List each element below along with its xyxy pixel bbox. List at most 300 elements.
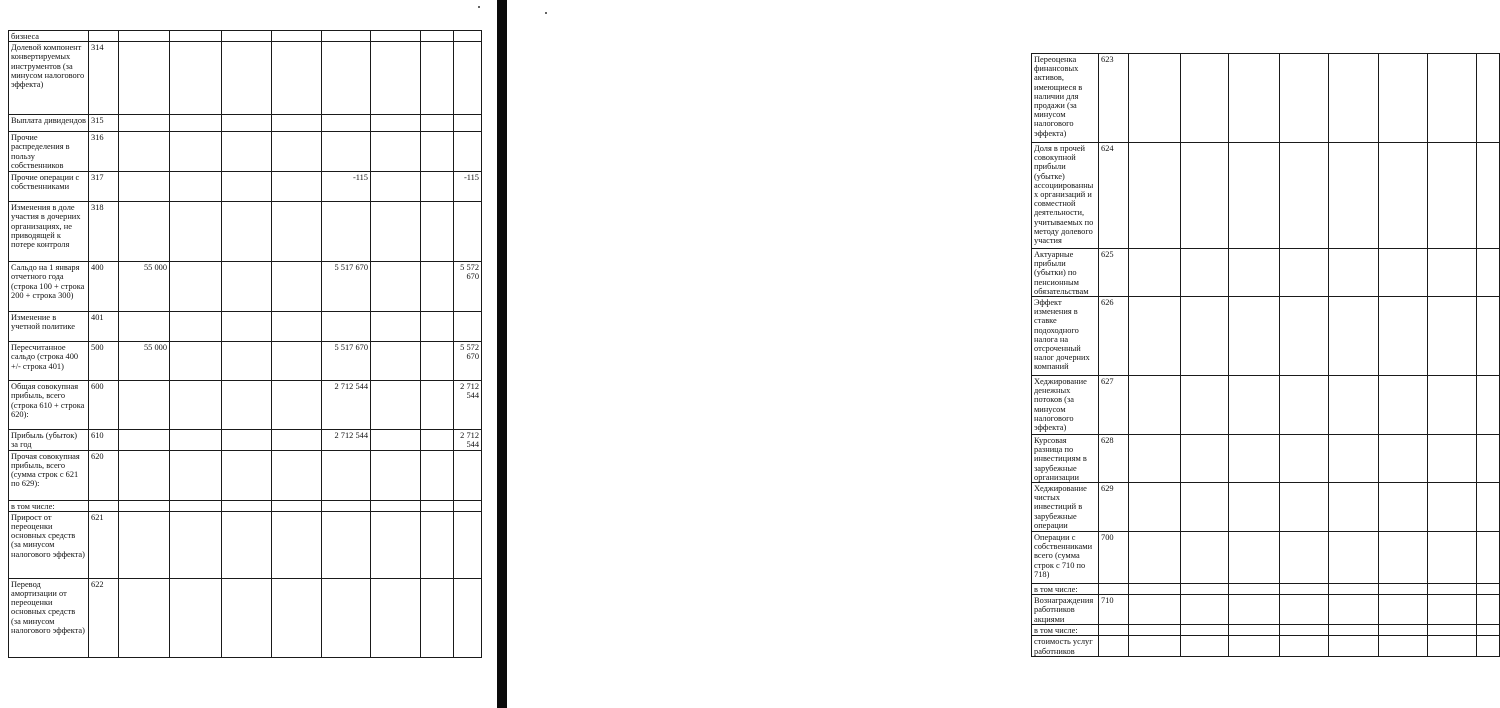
value-cell (272, 31, 322, 42)
value-cell: 2 712 544 (454, 381, 482, 430)
value-cell (421, 132, 454, 172)
value-cell: 55 000 (119, 262, 170, 312)
row-code: 622 (89, 578, 119, 657)
value-cell (170, 172, 222, 202)
row-label: Изменение в учетной политике (9, 312, 89, 342)
value-cell (272, 202, 322, 262)
value-cell (222, 430, 272, 450)
row-code: 620 (89, 450, 119, 500)
value-cell (371, 511, 421, 578)
value-cell (272, 578, 322, 657)
value-cell (222, 312, 272, 342)
value-cell (1477, 636, 1500, 656)
value-cell: -115 (322, 172, 371, 202)
value-cell (222, 381, 272, 430)
value-cell: -115 (454, 172, 482, 202)
row-label: Прибыль (убыток) за год (9, 430, 89, 450)
table-row (9, 202, 482, 262)
scan-speck (478, 6, 480, 8)
value-cell (1280, 595, 1329, 625)
value-cell (119, 430, 170, 450)
value-cell (1181, 297, 1229, 376)
value-cell (421, 450, 454, 500)
value-cell (454, 42, 482, 115)
value-cell (1229, 625, 1280, 636)
table-row (9, 578, 482, 657)
value-cell (421, 430, 454, 450)
value-cell (1428, 532, 1477, 584)
value-cell (272, 511, 322, 578)
value-cell (222, 42, 272, 115)
value-cell (1129, 297, 1181, 376)
row-label: Доля в прочей совокупной прибыли (убытке) ассоциированных организаций и совместной деятельности, учитываемых по методу долевого участия (1032, 143, 1099, 249)
value-cell (170, 42, 222, 115)
value-cell (119, 202, 170, 262)
table-row (1032, 435, 1500, 483)
equity-statement-table-right (1031, 53, 1500, 657)
value-cell (119, 450, 170, 500)
value-cell (222, 31, 272, 42)
table-row (9, 381, 482, 430)
table-row (9, 172, 482, 202)
value-cell (1129, 54, 1181, 143)
value-cell (454, 115, 482, 132)
value-cell (1477, 54, 1500, 143)
value-cell (119, 381, 170, 430)
value-cell (322, 578, 371, 657)
value-cell (222, 511, 272, 578)
value-cell (272, 42, 322, 115)
value-cell (421, 500, 454, 511)
row-code: 628 (1099, 435, 1129, 483)
value-cell (119, 312, 170, 342)
value-cell (454, 450, 482, 500)
value-cell (1477, 625, 1500, 636)
row-code: 500 (89, 342, 119, 381)
value-cell (1428, 625, 1477, 636)
value-cell (371, 115, 421, 132)
value-cell (1329, 625, 1379, 636)
value-cell (119, 500, 170, 511)
value-cell (1329, 584, 1379, 595)
value-cell (371, 132, 421, 172)
value-cell (1181, 584, 1229, 595)
value-cell (1379, 625, 1428, 636)
value-cell (1428, 249, 1477, 297)
table-row (1032, 297, 1500, 376)
value-cell (1181, 435, 1229, 483)
value-cell (1280, 54, 1329, 143)
value-cell (1329, 143, 1379, 249)
value-cell (454, 312, 482, 342)
value-cell (222, 172, 272, 202)
value-cell (222, 115, 272, 132)
value-cell (1181, 376, 1229, 435)
value-cell (1280, 249, 1329, 297)
row-code: 623 (1099, 54, 1129, 143)
value-cell (1428, 636, 1477, 656)
value-cell (1379, 636, 1428, 656)
value-cell (1379, 249, 1428, 297)
row-code (1099, 625, 1129, 636)
value-cell (222, 578, 272, 657)
value-cell (1428, 297, 1477, 376)
value-cell (1379, 532, 1428, 584)
value-cell (322, 202, 371, 262)
value-cell (1280, 143, 1329, 249)
value-cell (421, 262, 454, 312)
value-cell (170, 132, 222, 172)
row-label: Выплата дивидендов (9, 115, 89, 132)
value-cell (454, 500, 482, 511)
value-cell (322, 42, 371, 115)
value-cell (272, 342, 322, 381)
value-cell (1229, 636, 1280, 656)
row-label: Изменения в доле участия в дочерних организациях, не приводящей к потере контроля (9, 202, 89, 262)
row-code: 314 (89, 42, 119, 115)
value-cell (371, 202, 421, 262)
value-cell (421, 42, 454, 115)
table-row (9, 430, 482, 450)
value-cell (1379, 376, 1428, 435)
value-cell (119, 172, 170, 202)
value-cell (1280, 483, 1329, 532)
page-gutter (497, 0, 507, 708)
value-cell (322, 312, 371, 342)
row-code: 626 (1099, 297, 1129, 376)
row-label: Актуарные прибыли (убытки) по пенсионным обязательствам (1032, 249, 1099, 297)
value-cell (1181, 595, 1229, 625)
value-cell (1477, 435, 1500, 483)
row-label: Прочие распределения в пользу собственников (9, 132, 89, 172)
row-code: 610 (89, 430, 119, 450)
value-cell (1379, 584, 1428, 595)
value-cell (272, 450, 322, 500)
value-cell (1280, 636, 1329, 656)
value-cell (1229, 595, 1280, 625)
table-row (1032, 625, 1500, 636)
value-cell (1280, 584, 1329, 595)
value-cell (222, 132, 272, 172)
value-cell (1428, 595, 1477, 625)
row-label: Прочие операции с собственниками (9, 172, 89, 202)
value-cell (119, 31, 170, 42)
value-cell (322, 132, 371, 172)
row-code: 629 (1099, 483, 1129, 532)
right-page (507, 0, 1114, 708)
value-cell (371, 31, 421, 42)
value-cell (1280, 376, 1329, 435)
value-cell (1329, 435, 1379, 483)
value-cell (454, 202, 482, 262)
value-cell (1477, 584, 1500, 595)
value-cell (1428, 54, 1477, 143)
value-cell (1181, 249, 1229, 297)
row-label: в том числе: (9, 500, 89, 511)
row-label: в том числе: (1032, 625, 1099, 636)
value-cell (1229, 483, 1280, 532)
row-label: Общая совокупная прибыль, всего (строка 610 + строка 620): (9, 381, 89, 430)
value-cell (371, 172, 421, 202)
value-cell (170, 312, 222, 342)
value-cell (454, 31, 482, 42)
row-label: Прирост от переоценки основных средств (за минусом налогового эффекта) (9, 511, 89, 578)
value-cell (1280, 435, 1329, 483)
row-code (1099, 584, 1129, 595)
value-cell (170, 450, 222, 500)
row-code: 401 (89, 312, 119, 342)
row-code: 700 (1099, 532, 1129, 584)
value-cell (1129, 584, 1181, 595)
table-row (1032, 249, 1500, 297)
value-cell (1329, 483, 1379, 532)
value-cell (170, 578, 222, 657)
table-row (1032, 595, 1500, 625)
row-code (1099, 636, 1129, 656)
value-cell (1379, 595, 1428, 625)
table-row (1032, 376, 1500, 435)
value-cell (322, 450, 371, 500)
value-cell (1329, 376, 1379, 435)
value-cell (421, 578, 454, 657)
value-cell (170, 115, 222, 132)
table-row (1032, 636, 1500, 656)
value-cell (272, 430, 322, 450)
value-cell (1181, 54, 1229, 143)
scan-speck (545, 12, 547, 14)
value-cell (222, 262, 272, 312)
value-cell (1280, 625, 1329, 636)
value-cell (1181, 143, 1229, 249)
value-cell (1129, 636, 1181, 656)
row-label: Пересчитанное сальдо (строка 400 +/- строка 401) (9, 342, 89, 381)
value-cell (1428, 483, 1477, 532)
value-cell (1477, 483, 1500, 532)
value-cell (1181, 532, 1229, 584)
value-cell (371, 312, 421, 342)
value-cell (119, 132, 170, 172)
table-row (9, 132, 482, 172)
value-cell (1329, 297, 1379, 376)
row-code: 400 (89, 262, 119, 312)
table-row (1032, 483, 1500, 532)
value-cell: 2 712 544 (322, 430, 371, 450)
value-cell (1329, 636, 1379, 656)
table-row (9, 450, 482, 500)
value-cell (272, 172, 322, 202)
table-row (1032, 143, 1500, 249)
value-cell (1329, 595, 1379, 625)
row-code (89, 500, 119, 511)
value-cell (371, 430, 421, 450)
value-cell (454, 132, 482, 172)
table-row (9, 42, 482, 115)
row-code: 317 (89, 172, 119, 202)
value-cell (1477, 376, 1500, 435)
row-label: Долевой компонент конвертируемых инструментов (за минусом налогового эффекта) (9, 42, 89, 115)
value-cell (1477, 532, 1500, 584)
value-cell (222, 500, 272, 511)
value-cell (1280, 297, 1329, 376)
value-cell (322, 115, 371, 132)
value-cell (170, 31, 222, 42)
value-cell: 5 517 670 (322, 342, 371, 381)
row-label: Прочая совокупная прибыль, всего (сумма строк с 621 по 629): (9, 450, 89, 500)
value-cell (1379, 483, 1428, 532)
value-cell (371, 342, 421, 381)
row-code (89, 31, 119, 42)
value-cell (272, 115, 322, 132)
value-cell (1229, 249, 1280, 297)
value-cell (421, 342, 454, 381)
value-cell (272, 262, 322, 312)
row-code: 600 (89, 381, 119, 430)
row-code: 621 (89, 511, 119, 578)
row-label: стоимость услуг работников (1032, 636, 1099, 656)
value-cell (421, 31, 454, 42)
value-cell (170, 430, 222, 450)
value-cell (272, 381, 322, 430)
value-cell (421, 172, 454, 202)
value-cell (1229, 54, 1280, 143)
value-cell: 55 000 (119, 342, 170, 381)
table-row (9, 342, 482, 381)
value-cell (1229, 532, 1280, 584)
value-cell (1477, 143, 1500, 249)
value-cell (170, 381, 222, 430)
value-cell (322, 500, 371, 511)
table-row (9, 115, 482, 132)
value-cell (1428, 143, 1477, 249)
value-cell (421, 312, 454, 342)
table-row (9, 262, 482, 312)
value-cell (1428, 435, 1477, 483)
row-code: 318 (89, 202, 119, 262)
value-cell (421, 202, 454, 262)
row-label: бизнеса (9, 31, 89, 42)
value-cell (371, 262, 421, 312)
table-row (1032, 584, 1500, 595)
row-label: Переоценка финансовых активов, имеющиеся в наличии для продажи (за минусом налогового эффекта) (1032, 54, 1099, 143)
value-cell (119, 42, 170, 115)
value-cell: 2 712 544 (454, 430, 482, 450)
row-code: 315 (89, 115, 119, 132)
row-code: 624 (1099, 143, 1129, 249)
row-label: Хеджирование чистых инвестиций в зарубежные операции (1032, 483, 1099, 532)
value-cell (421, 115, 454, 132)
value-cell (222, 450, 272, 500)
value-cell (170, 202, 222, 262)
value-cell (322, 511, 371, 578)
table-row (1032, 54, 1500, 143)
value-cell (1428, 584, 1477, 595)
value-cell (170, 262, 222, 312)
row-code: 710 (1099, 595, 1129, 625)
value-cell (1129, 143, 1181, 249)
value-cell (1379, 54, 1428, 143)
table-row (9, 31, 482, 42)
row-label: в том числе: (1032, 584, 1099, 595)
value-cell (1229, 376, 1280, 435)
value-cell (421, 511, 454, 578)
value-cell (1129, 249, 1181, 297)
value-cell (1129, 483, 1181, 532)
value-cell: 2 712 544 (322, 381, 371, 430)
value-cell (1129, 595, 1181, 625)
value-cell (1477, 297, 1500, 376)
value-cell (1129, 532, 1181, 584)
value-cell (1280, 532, 1329, 584)
table-row (1032, 532, 1500, 584)
value-cell (170, 342, 222, 381)
value-cell (1181, 636, 1229, 656)
value-cell (1379, 143, 1428, 249)
row-code: 627 (1099, 376, 1129, 435)
value-cell (1129, 435, 1181, 483)
row-label: Курсовая разница по инвестициям в зарубежные организации (1032, 435, 1099, 483)
value-cell (371, 450, 421, 500)
value-cell (272, 500, 322, 511)
value-cell (1229, 297, 1280, 376)
value-cell (371, 42, 421, 115)
value-cell (1329, 54, 1379, 143)
value-cell (421, 381, 454, 430)
table-row (9, 312, 482, 342)
value-cell (1477, 595, 1500, 625)
value-cell (322, 31, 371, 42)
value-cell (371, 381, 421, 430)
row-label: Эффект изменения в ставке подоходного налога на отсроченный налог дочерних компаний (1032, 297, 1099, 376)
value-cell (119, 578, 170, 657)
value-cell (1129, 376, 1181, 435)
value-cell (1379, 435, 1428, 483)
row-code: 316 (89, 132, 119, 172)
row-label: Вознаграждения работников акциями (1032, 595, 1099, 625)
value-cell (1428, 376, 1477, 435)
value-cell (1379, 297, 1428, 376)
value-cell (1477, 249, 1500, 297)
value-cell (119, 511, 170, 578)
value-cell (454, 511, 482, 578)
table-row (9, 511, 482, 578)
value-cell (1329, 249, 1379, 297)
value-cell: 5 572 670 (454, 262, 482, 312)
value-cell (1229, 584, 1280, 595)
equity-statement-table-left (8, 30, 482, 658)
value-cell (1181, 625, 1229, 636)
value-cell (1329, 532, 1379, 584)
value-cell (170, 500, 222, 511)
value-cell (1181, 483, 1229, 532)
value-cell (272, 312, 322, 342)
value-cell (1229, 435, 1280, 483)
row-code: 625 (1099, 249, 1129, 297)
table-row (9, 500, 482, 511)
value-cell (1129, 625, 1181, 636)
value-cell (371, 578, 421, 657)
row-label: Сальдо на 1 января отчетного года (строка 100 + строка 200 + строка 300) (9, 262, 89, 312)
left-page (0, 0, 497, 708)
value-cell (454, 578, 482, 657)
value-cell: 5 517 670 (322, 262, 371, 312)
row-label: Хеджирование денежных потоков (за минусом налогового эффекта) (1032, 376, 1099, 435)
value-cell (272, 132, 322, 172)
value-cell (1229, 143, 1280, 249)
value-cell (222, 202, 272, 262)
value-cell (170, 511, 222, 578)
row-label: Операции с собственниками всего (сумма строк с 710 по 718) (1032, 532, 1099, 584)
value-cell (119, 115, 170, 132)
